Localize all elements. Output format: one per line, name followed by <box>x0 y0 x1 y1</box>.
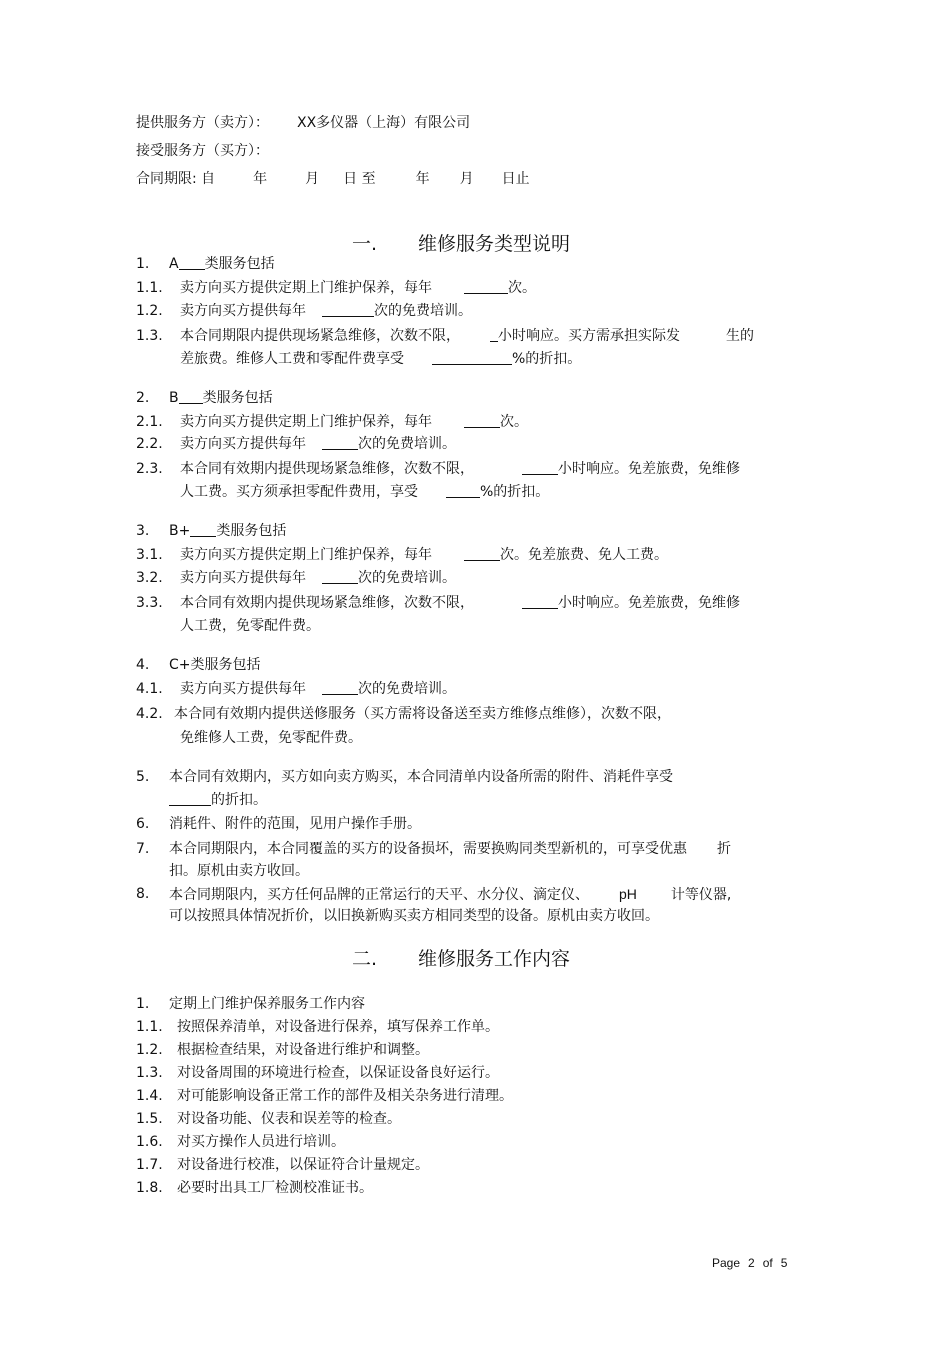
bplus-item2-pre: 卖方向买方提供每年 <box>180 570 306 586</box>
bplus-item3-mid: 小时响应。免差旅费，免维修 <box>558 595 740 611</box>
a-item1-num: 1.1. <box>136 280 163 296</box>
section2-heading: 定期上门维护保养服务工作内容 <box>169 996 365 1012</box>
b-heading-blank <box>179 389 203 404</box>
item5-blank <box>169 791 211 806</box>
a-item3-line2 <box>180 350 581 368</box>
s2-item4-num: 1.4. <box>136 1088 163 1104</box>
a-item1-pre: 卖方向买方提供定期上门维护保养，每年 <box>180 280 432 296</box>
bplus-item2-blank <box>322 569 358 584</box>
a-item1 <box>180 279 536 297</box>
bplus-item1-blank <box>464 546 500 561</box>
item7-end: 折 <box>717 841 731 857</box>
s2-item6-num: 1.6. <box>136 1134 163 1150</box>
section1-title-text: 维修服务类型说明 <box>418 233 571 255</box>
a-item3-line2-pre: 差旅费。维修人工费和零配件费享受 <box>180 351 404 367</box>
bplus-item2 <box>180 569 456 587</box>
item8-end: 计等仪器, <box>670 887 732 903</box>
s2-item7: 对设备进行校准，以保证符合计量规定。 <box>177 1157 429 1173</box>
a-heading <box>169 255 275 273</box>
bplus-heading <box>169 522 286 540</box>
bplus-item3-blank <box>522 594 558 609</box>
s2-item2-num: 1.2. <box>136 1042 163 1058</box>
term-line <box>136 168 530 188</box>
section2-title-text: 维修服务工作内容 <box>418 948 571 970</box>
cplus-item1-pre: 卖方向买方提供每年 <box>180 681 306 697</box>
b-item1 <box>180 413 528 431</box>
a-item2-post: 次的免费培训。 <box>374 303 472 319</box>
b-item2-pre: 卖方向买方提供每年 <box>180 436 306 452</box>
a-item3-pre: 本合同期限内提供现场紧急维修，次数不限， <box>180 328 460 344</box>
cplus-item1 <box>180 680 456 698</box>
section2-num: 二. <box>352 948 378 970</box>
s2-item5: 对设备功能、仪表和误差等的检查。 <box>177 1111 401 1127</box>
item6-num: 6. <box>136 816 150 832</box>
s2-item3-num: 1.3. <box>136 1065 163 1081</box>
b-heading-text: 类服务包括 <box>202 390 273 406</box>
a-item2-blank <box>322 302 374 317</box>
bplus-item3-num: 3.3. <box>136 595 163 611</box>
b-item2 <box>180 435 456 453</box>
term-day-to: 日 至 <box>343 171 376 187</box>
page-total: 5 <box>780 1256 788 1270</box>
item8 <box>169 885 731 904</box>
bplus-item1 <box>180 546 668 564</box>
b-item3-blank <box>522 460 558 475</box>
term-label: 合同期限: 自 <box>136 171 216 187</box>
bplus-heading-text: 类服务包括 <box>216 523 287 539</box>
s2-item8-num: 1.8. <box>136 1180 163 1196</box>
item8-text: 本合同期限内，买方任何品牌的正常运行的天平、水分仪、滴定仪、 <box>169 887 589 903</box>
b-heading <box>169 389 273 407</box>
item5-num: 5. <box>136 769 150 785</box>
a-item3-line2-blank <box>432 350 512 365</box>
b-item2-post: 次的免费培训。 <box>358 436 456 452</box>
a-item2 <box>180 302 472 320</box>
s2-item1: 按照保养清单，对设备进行保养，填写保养工作单。 <box>177 1019 499 1035</box>
a-heading-num: 1. <box>136 256 150 272</box>
a-heading-blank <box>179 255 205 270</box>
item5-line2 <box>169 791 267 809</box>
provider-line <box>136 112 470 132</box>
term-month2: 月 <box>459 171 474 187</box>
b-item3-num: 2.3. <box>136 461 163 477</box>
section2-title <box>352 944 570 971</box>
a-item3-mid: 小时响应。买方需承担实际发 <box>498 328 680 344</box>
b-item3-mid: 小时响应。免差旅费，免维修 <box>558 461 740 477</box>
bplus-item1-num: 3.1. <box>136 547 163 563</box>
provider-label: 提供服务方（卖方）： <box>136 115 269 131</box>
s2-item2: 根据检查结果，对设备进行维护和调整。 <box>177 1042 429 1058</box>
cplus-heading-num: 4. <box>136 657 150 673</box>
bplus-item1-pre: 卖方向买方提供定期上门维护保养，每年 <box>180 547 432 563</box>
b-item1-blank <box>464 413 500 428</box>
a-item1-post: 次。 <box>508 280 536 296</box>
a-item3-line2-post: %的折扣。 <box>512 351 582 367</box>
bplus-item3-line2: 人工费，免零配件费。 <box>180 618 320 634</box>
term-month: 月 <box>305 171 320 187</box>
section2-heading-num: 1. <box>136 996 150 1012</box>
bplus-heading-num: 3. <box>136 523 150 539</box>
bplus-item2-post: 次的免费培训。 <box>358 570 456 586</box>
section1-num: 一. <box>352 233 378 255</box>
cplus-item1-blank <box>322 680 358 695</box>
a-item3-blank <box>490 327 498 342</box>
s2-item4: 对可能影响设备正常工作的部件及相关杂务进行清理。 <box>177 1088 513 1104</box>
term-end: 日止 <box>501 171 530 187</box>
a-heading-letter: A <box>169 256 179 272</box>
a-heading-text: 类服务包括 <box>204 256 275 272</box>
term-year: 年 <box>253 171 268 187</box>
page-label: Page <box>712 1256 741 1270</box>
s2-item6: 对买方操作人员进行培训。 <box>177 1134 345 1150</box>
section1-title <box>352 229 570 256</box>
s2-item3: 对设备周围的环境进行检查，以保证设备良好运行。 <box>177 1065 499 1081</box>
receiver-line <box>136 140 269 160</box>
b-item2-blank <box>322 435 358 450</box>
b-item3-pre: 本合同有效期内提供现场紧急维修，次数不限， <box>180 461 474 477</box>
cplus-item1-post: 次的免费培训。 <box>358 681 456 697</box>
b-item3 <box>180 460 740 478</box>
bplus-item1-post: 次。免差旅费、免人工费。 <box>500 547 668 563</box>
b-heading-num: 2. <box>136 390 150 406</box>
cplus-heading: C+类服务包括 <box>169 657 261 673</box>
item7-line2: 扣。原机由卖方收回。 <box>169 863 309 879</box>
receiver-label: 接受服务方（买方）： <box>136 143 269 159</box>
b-item3-line2-blank <box>446 483 480 498</box>
bplus-heading-blank <box>190 522 216 537</box>
page-footer <box>712 1256 795 1270</box>
a-item3-end: 生的 <box>726 328 754 344</box>
cplus-item2-num: 4.2. <box>136 706 163 722</box>
bplus-item2-num: 3.2. <box>136 570 163 586</box>
cplus-item2: 本合同有效期内提供送修服务（买方需将设备送至卖方维修点维修），次数不限， <box>174 706 671 722</box>
b-item3-line2-pre: 人工费。买方须承担零配件费用，享受 <box>180 484 418 500</box>
s2-item5-num: 1.5. <box>136 1111 163 1127</box>
s2-item7-num: 1.7. <box>136 1157 163 1173</box>
b-item3-line2-post: %的折扣。 <box>480 484 550 500</box>
bplus-item3-pre: 本合同有效期内提供现场紧急维修，次数不限， <box>180 595 474 611</box>
bplus-heading-letter: B+ <box>169 523 191 539</box>
bplus-item3 <box>180 594 740 612</box>
item8-ph: pH <box>619 886 637 902</box>
of-label: of <box>762 1256 773 1270</box>
a-item3 <box>180 327 754 345</box>
a-item2-num: 1.2. <box>136 303 163 319</box>
b-item1-num: 2.1. <box>136 414 163 430</box>
b-heading-letter: B <box>169 390 179 406</box>
b-item3-line2 <box>180 483 549 501</box>
item5: 本合同有效期内，买方如向卖方购买，本合同清单内设备所需的附件、消耗件享受 <box>169 769 673 785</box>
b-item2-num: 2.2. <box>136 436 163 452</box>
cplus-item1-num: 4.1. <box>136 681 163 697</box>
page-number: 2 <box>748 1256 755 1270</box>
b-item1-post: 次。 <box>500 414 528 430</box>
a-item1-blank <box>464 279 508 294</box>
item8-num: 8. <box>136 886 150 902</box>
term-year2: 年 <box>415 171 430 187</box>
a-item2-pre: 卖方向买方提供每年 <box>180 303 306 319</box>
b-item1-pre: 卖方向买方提供定期上门维护保养，每年 <box>180 414 432 430</box>
s2-item8: 必要时出具工厂检测校准证书。 <box>177 1180 373 1196</box>
item7-num: 7. <box>136 841 150 857</box>
item8-line2: 可以按照具体情况折价，以旧换新购买卖方相同类型的设备。原机由卖方收回。 <box>169 908 659 924</box>
provider-name: XX多仪器（上海）有限公司 <box>297 115 471 131</box>
cplus-item2-line2: 免维修人工费，免零配件费。 <box>180 730 362 746</box>
item7 <box>169 840 731 858</box>
item6: 消耗件、附件的范围，见用户操作手册。 <box>169 816 421 832</box>
item7-text: 本合同期限内，本合同覆盖的买方的设备损坏，需要换购同类型新机的，可享受优惠 <box>169 841 687 857</box>
a-item3-num: 1.3. <box>136 328 163 344</box>
item5-line2-post: 的折扣。 <box>211 792 267 808</box>
s2-item1-num: 1.1. <box>136 1019 163 1035</box>
